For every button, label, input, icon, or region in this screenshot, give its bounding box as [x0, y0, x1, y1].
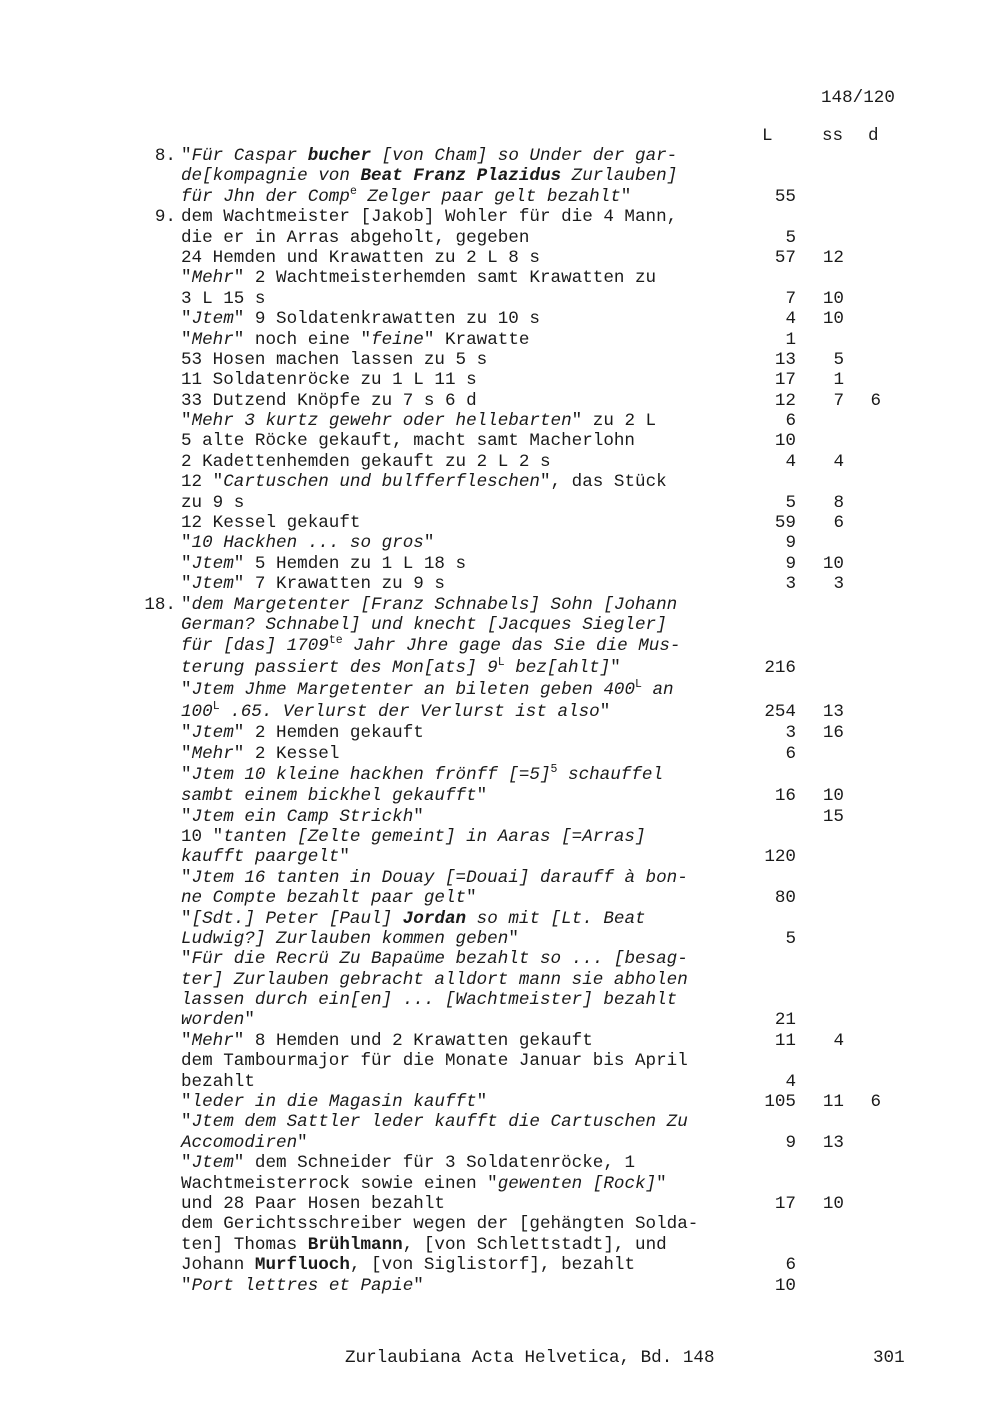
entry-text: "Jtem" dem Schneider für 3 Soldatenröcke, 1: [181, 1153, 635, 1174]
column-header-pounds: L: [762, 126, 773, 146]
amount-shillings: 3: [833, 574, 844, 595]
amount-pounds: 6: [785, 1255, 796, 1276]
entry-number: 8.: [154, 146, 176, 166]
amount-shillings: 16: [822, 723, 844, 744]
ledger-row: [0, 370, 1000, 390]
amount-shillings: 13: [822, 1132, 844, 1153]
amount-pounds: 254: [764, 702, 796, 723]
ledger-row: [0, 1153, 1000, 1173]
ledger-row: [0, 723, 1000, 743]
entry-text: dem Tambourmajor für die Monate Januar bis April: [181, 1051, 688, 1072]
ledger-row: [0, 970, 1000, 990]
ledger-row: [0, 268, 1000, 288]
page-reference: 148/120: [821, 88, 895, 108]
entry-text: "Jtem" 2 Hemden gekauft: [181, 723, 424, 744]
entry-text: "10 Hackhen ... so gros": [181, 533, 435, 554]
amount-shillings: 1: [833, 370, 844, 391]
entry-text: dem Wachtmeister [Jakob] Wohler für die 4 Mann,: [181, 207, 678, 228]
amount-shillings: 10: [822, 1193, 844, 1214]
entry-text: zu 9 s: [181, 492, 245, 513]
amount-shillings: 10: [822, 553, 844, 574]
ledger-row: [0, 786, 1000, 806]
amount-pounds: 10: [774, 431, 796, 452]
amount-pounds: 6: [785, 411, 796, 432]
amount-shillings: 12: [822, 247, 844, 268]
ledger-row: [0, 949, 1000, 969]
ledger-row: [0, 207, 1000, 227]
ledger-row: [0, 1235, 1000, 1255]
entry-text: German? Schnabel] und knecht [Jacques Siegler]: [181, 614, 667, 635]
ledger-row: [0, 1194, 1000, 1214]
amount-pounds: 5: [785, 492, 796, 513]
amount-pounds: 55: [774, 186, 796, 207]
amount-shillings: 10: [822, 309, 844, 330]
amount-shillings: 4: [833, 1030, 844, 1051]
entry-text: lassen durch ein[en] ... [Wachtmeister] bezahlt: [181, 990, 678, 1011]
entry-text: "Mehr" noch eine "feine" Krawatte: [181, 329, 530, 350]
amount-pence: 6: [870, 1092, 881, 1113]
amount-pounds: 6: [785, 743, 796, 764]
ledger-row: [0, 184, 1000, 207]
entry-text: 12 "Cartuschen und bulfferfleschen", das Stück: [181, 472, 667, 493]
entry-text: 53 Hosen machen lassen zu 5 s: [181, 349, 488, 370]
amount-pounds: 216: [764, 658, 796, 679]
ledger-row: [0, 1112, 1000, 1132]
ledger-row: [0, 657, 1000, 679]
entry-text: de[kompagnie von Beat Franz Plazidus Zurlauben]: [181, 166, 678, 187]
entry-number: 9.: [154, 207, 176, 228]
entry-text: "Jtem dem Sattler leder kaufft die Cartuschen Zu: [181, 1112, 688, 1133]
ledger-row: [0, 764, 1000, 786]
ledger-row: [0, 350, 1000, 370]
amount-pounds: 16: [774, 786, 796, 807]
ledger-row: [0, 411, 1000, 431]
entry-text: "[Sdt.] Peter [Paul] Jordan so mit [Lt. Beat: [181, 908, 646, 929]
amount-pounds: 5: [785, 928, 796, 949]
amount-pence: 6: [870, 390, 881, 411]
ledger-row: [0, 909, 1000, 929]
entry-text: "dem Margetenter [Franz Schnabels] Sohn [Johann: [181, 594, 678, 615]
entry-text: Johann Murfluoch, [von Siglistorf], bezahlt: [181, 1255, 636, 1276]
amount-pounds: 105: [764, 1092, 796, 1113]
ledger-row: [0, 1010, 1000, 1030]
entry-text: "Für die Recrü Zu Bapaüme bezahlt so ... [besag-: [181, 949, 688, 970]
ledger-row: [0, 391, 1000, 411]
entry-text: Wachtmeisterrock sowie einen "gewenten [Rock]": [181, 1173, 667, 1194]
entry-text: Ludwig?] Zurlauben kommen geben": [181, 928, 519, 949]
entry-number: 18.: [144, 594, 176, 615]
entry-text: 2 Kadettenhemden gekauft zu 2 L 2 s: [181, 451, 551, 472]
entry-text: "Jtem" 5 Hemden zu 1 L 18 s: [181, 553, 467, 574]
ledger-row: [0, 744, 1000, 764]
entry-text: "Jtem Jhme Margetenter an bileten geben $400^L$ an: [181, 678, 674, 701]
ledger-row: [0, 1031, 1000, 1051]
ledger-row: [0, 452, 1000, 472]
ledger-row: [0, 493, 1000, 513]
amount-shillings: 15: [822, 806, 844, 827]
entry-text: kaufft paargelt": [181, 847, 350, 868]
entry-text: 3 L 15 s: [181, 288, 266, 309]
ledger-row: [0, 289, 1000, 309]
entry-text: "Jtem 16 tanten in Douay [=Douai] darauff à bon-: [181, 867, 688, 888]
ledger-row: [0, 595, 1000, 615]
amount-pounds: 3: [785, 723, 796, 744]
entry-text: "Jtem" 7 Krawatten zu 9 s: [181, 574, 445, 595]
entry-text: terung passiert des Mon[ats] $9^L$ bez[ahlt]": [181, 656, 621, 679]
ledger-row: [0, 807, 1000, 827]
amount-pounds: 4: [785, 451, 796, 472]
ledger-row: [0, 635, 1000, 657]
entry-text: "Für Caspar bucher [von Cham] so Under der gar-: [181, 146, 678, 166]
amount-shillings: 10: [822, 288, 844, 309]
amount-shillings: 5: [833, 349, 844, 370]
entry-text: "leder in die Magasin kaufft": [181, 1092, 488, 1113]
ledger-row: [0, 1072, 1000, 1092]
footer-page-number: 301: [873, 1348, 905, 1368]
amount-pounds: 4: [785, 1071, 796, 1092]
ledger-row: [0, 847, 1000, 867]
amount-shillings: 6: [833, 513, 844, 534]
column-header-pence: d: [868, 126, 879, 146]
entry-text: 33 Dutzend Knöpfe zu 7 s 6 d: [181, 390, 477, 411]
entry-text: 10 "tanten [Zelte gemeint] in Aaras [=Arras]: [181, 826, 646, 847]
amount-pounds: 1: [785, 329, 796, 350]
entry-text: "Jtem" 9 Soldatenkrawatten zu 10 s: [181, 309, 540, 330]
ledger-row: [0, 513, 1000, 533]
amount-pounds: 9: [785, 1132, 796, 1153]
ledger-row: [0, 888, 1000, 908]
ledger-row: [0, 615, 1000, 635]
ledger-row: [0, 1092, 1000, 1112]
entry-text: "Jtem ein Camp Strickh": [181, 806, 424, 827]
amount-pounds: 9: [785, 533, 796, 554]
ledger-row: [0, 701, 1000, 723]
entry-text: 24 Hemden und Krawatten zu 2 L 8 s: [181, 247, 540, 268]
ledger-row: [0, 990, 1000, 1010]
entry-text: für [das] $1709^{te}$ Jahr Jhre gage das Sie die Mus-: [181, 634, 681, 657]
entry-text: 11 Soldatenröcke zu 1 L 11 s: [181, 370, 477, 391]
amount-pounds: 17: [774, 1193, 796, 1214]
ledger-row: [0, 1276, 1000, 1296]
entry-text: $100^L$ .65. Verlurst der Verlurst ist also": [181, 700, 611, 723]
entry-text: 12 Kessel gekauft: [181, 513, 361, 534]
entry-text: dem Gerichtsschreiber wegen der [gehängten Solda-: [181, 1214, 699, 1235]
entry-text: bezahlt: [181, 1071, 255, 1092]
entry-text: "Mehr 3 kurtz gewehr oder hellebarten" zu 2 L: [181, 411, 657, 432]
ledger-row: [0, 827, 1000, 847]
ledger-row: [0, 166, 1000, 186]
entry-text: 5 alte Röcke gekauft, macht samt Macherlohn: [181, 431, 635, 452]
ledger-row: [0, 228, 1000, 248]
amount-pounds: 4: [785, 309, 796, 330]
ledger-row: [0, 868, 1000, 888]
ledger-row: [0, 574, 1000, 594]
entry-text: die er in Arras abgeholt, gegeben: [181, 227, 530, 248]
ledger-row: [0, 1051, 1000, 1071]
amount-pounds: 9: [785, 553, 796, 574]
column-header-shillings: ss: [822, 126, 844, 146]
ledger-row: [0, 330, 1000, 350]
amount-shillings: 7: [833, 390, 844, 411]
amount-pounds: 10: [774, 1275, 796, 1296]
amount-pounds: 3: [785, 574, 796, 595]
amount-pounds: 57: [774, 247, 796, 268]
entry-text: "Mehr" 2 Wachtmeisterhemden samt Krawatten zu: [181, 268, 657, 289]
ledger-row: [0, 1133, 1000, 1153]
entry-text: ter] Zurlauben gebracht alldort mann sie abholen: [181, 969, 688, 990]
amount-shillings: 13: [822, 702, 844, 723]
amount-pounds: 7: [785, 288, 796, 309]
amount-shillings: 11: [822, 1092, 844, 1113]
ledger-row: [0, 1174, 1000, 1194]
entry-text: "Port lettres et Papie": [181, 1275, 424, 1296]
amount-shillings: 4: [833, 451, 844, 472]
amount-pounds: 11: [774, 1030, 796, 1051]
ledger-row: [0, 431, 1000, 451]
amount-pounds: 59: [774, 513, 796, 534]
amount-pounds: 17: [774, 370, 796, 391]
entry-text: und 28 Paar Hosen bezahlt: [181, 1193, 445, 1214]
entry-text: für Jhn der Comp$^e$ Zelger paar gelt bezahlt": [181, 184, 632, 207]
amount-pounds: 120: [764, 847, 796, 868]
amount-shillings: 8: [833, 492, 844, 513]
ledger-row: [0, 929, 1000, 949]
ledger-row: [0, 1255, 1000, 1275]
entry-text: sambt einem bickhel gekaufft": [181, 786, 488, 807]
amount-pounds: 13: [774, 349, 796, 370]
ledger-row: [0, 309, 1000, 329]
ledger-row: [0, 472, 1000, 492]
ledger-row: [0, 146, 1000, 166]
entry-text: "Jtem 10 kleine hackhen frönff [=5]$^5$ schauffel: [181, 763, 664, 786]
amount-shillings: 10: [822, 786, 844, 807]
entry-text: "Mehr" 8 Hemden und 2 Krawatten gekauft: [181, 1030, 593, 1051]
amount-pounds: 5: [785, 227, 796, 248]
entry-text: Accomodiren": [181, 1132, 308, 1153]
amount-pounds: 80: [774, 888, 796, 909]
ledger-row: [0, 248, 1000, 268]
ledger-row: [0, 533, 1000, 553]
ledger-row: [0, 679, 1000, 701]
entry-text: ten] Thomas Brühlmann, [von Schlettstadt], und: [181, 1234, 667, 1255]
entry-text: "Mehr" 2 Kessel: [181, 743, 340, 764]
ledger-row: [0, 554, 1000, 574]
amount-pounds: 12: [774, 390, 796, 411]
amount-pounds: 21: [774, 1010, 796, 1031]
footer-title: Zurlaubiana Acta Helvetica, Bd. 148: [345, 1348, 715, 1368]
entry-text: ne Compte bezahlt paar gelt": [181, 888, 477, 909]
ledger-entries: [0, 146, 1000, 1296]
ledger-row: [0, 1214, 1000, 1234]
entry-text: worden": [181, 1010, 255, 1031]
